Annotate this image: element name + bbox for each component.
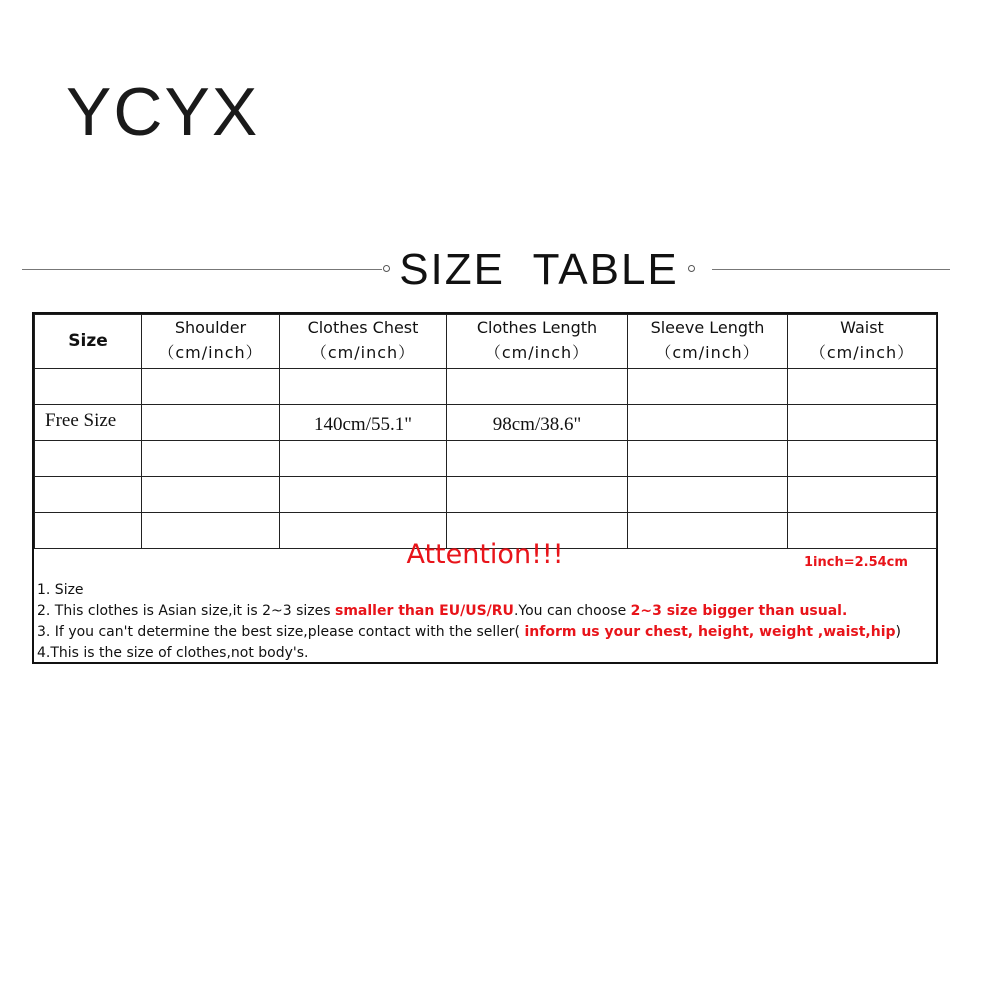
table-row: [35, 477, 937, 513]
note-text: .You can choose: [513, 603, 631, 619]
header-unit: （cm/inch）: [484, 343, 590, 362]
sleeve-value-cell: [628, 405, 788, 441]
note-highlight: inform us your chest, height, weight ,waist,hip: [524, 624, 896, 640]
title-ornament-right-icon: [688, 265, 695, 272]
brand-logo-text: YCYX: [66, 74, 260, 150]
table-cell: [628, 441, 788, 477]
size-table-title-row: [22, 245, 950, 295]
header-unit: （cm/inch）: [158, 343, 263, 362]
attention-heading: Attention!!!: [406, 539, 564, 570]
table-cell: [35, 477, 142, 513]
note-line-4: 4.This is the size of clothes,not body's.: [37, 645, 309, 661]
header-label: Sleeve Length: [650, 318, 765, 337]
table-cell: [35, 369, 142, 405]
header-clothes-length: [447, 315, 628, 369]
attention-notes: [34, 535, 936, 662]
table-cell: [280, 477, 447, 513]
table-row: [35, 369, 937, 405]
table-cell: [628, 477, 788, 513]
table-cell: [280, 441, 447, 477]
size-table-title: SIZE TABLE: [399, 245, 679, 294]
table-cell: [788, 441, 937, 477]
note-line-1: 1. Size: [37, 582, 84, 598]
table-cell: [788, 369, 937, 405]
size-name-cell: Free Size: [35, 405, 142, 441]
table-row: [35, 441, 937, 477]
size-table: [34, 314, 937, 549]
length-value-cell: 98cm/38.6": [447, 405, 628, 441]
title-divider-right: [712, 269, 950, 270]
table-header-row: [35, 315, 937, 369]
table-cell: [35, 441, 142, 477]
header-label: Clothes Chest: [307, 318, 419, 337]
header-unit: （cm/inch）: [655, 343, 760, 362]
header-label: Clothes Length: [476, 318, 598, 337]
header-clothes-chest: [280, 315, 447, 369]
shoulder-value-cell: [142, 405, 280, 441]
note-line-3: [37, 623, 901, 641]
note-text: 3. If you can't determine the best size,please contact with the seller(: [37, 624, 525, 640]
table-cell: [447, 369, 628, 405]
note-highlight: 2~3 size bigger than usual.: [630, 603, 848, 619]
table-cell: [628, 369, 788, 405]
header-label: Waist: [840, 318, 884, 337]
inch-conversion-note: 1inch=2.54cm: [804, 555, 908, 570]
header-unit: （cm/inch）: [310, 343, 416, 362]
table-cell: [280, 369, 447, 405]
table-cell: [142, 369, 280, 405]
header-waist: [788, 315, 937, 369]
table-cell: [447, 477, 628, 513]
table-cell: [447, 441, 628, 477]
table-cell: [142, 441, 280, 477]
header-label: Shoulder: [174, 318, 247, 337]
header-size: Size: [35, 315, 142, 369]
waist-value-cell: [788, 405, 937, 441]
note-line-2: [37, 602, 847, 620]
table-row-free-size: [35, 405, 937, 441]
title-divider-left: [22, 269, 382, 270]
size-chart-frame: [32, 312, 938, 664]
header-shoulder: [142, 315, 280, 369]
table-cell: [142, 477, 280, 513]
chest-value-cell: 140cm/55.1": [280, 405, 447, 441]
header-unit: （cm/inch）: [809, 343, 915, 362]
note-text: 2. This clothes is Asian size,it is 2~3 sizes: [37, 603, 335, 619]
title-ornament-left-icon: [383, 265, 390, 272]
header-sleeve-length: [628, 315, 788, 369]
note-highlight: smaller than EU/US/RU: [334, 603, 514, 619]
note-text: ): [895, 624, 901, 640]
table-cell: [788, 477, 937, 513]
